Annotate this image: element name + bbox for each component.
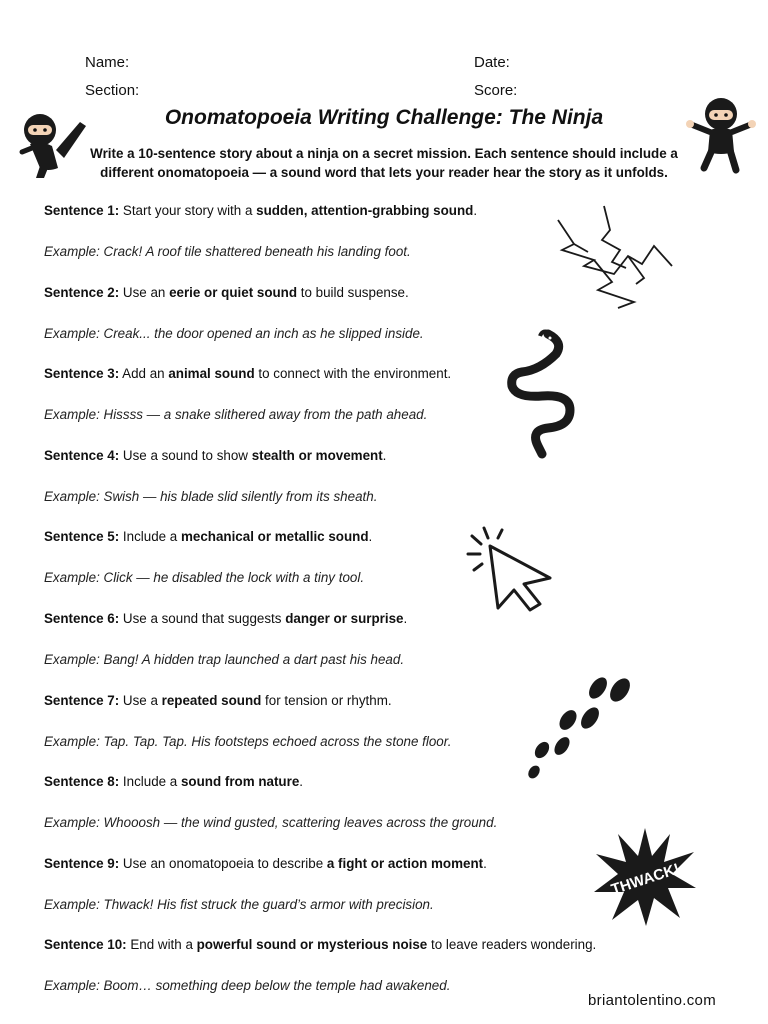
- sentence-text: End with a: [130, 937, 197, 953]
- sentence-text: .: [299, 774, 304, 790]
- sentence-text: Add an: [122, 366, 169, 382]
- sentence-text: to connect with the environment.: [254, 366, 452, 382]
- thwack-burst-text: THWACK!: [609, 860, 682, 899]
- sentence-emphasis: sudden, attention-grabbing sound: [256, 203, 474, 218]
- sentence-label: Sentence 2:: [44, 284, 120, 300]
- instructions-text: Write a 10-sentence story about a ninja on a secret mission. Each sentence should include a different onomatopoeia — a sound word that lets your reader hear the story as it unfolds.: [90, 146, 678, 180]
- sentence-emphasis: animal sound: [168, 366, 255, 382]
- sentence-text: Include a: [122, 529, 181, 545]
- sentence-label: Sentence 6:: [44, 611, 120, 626]
- sentence-text: Use an onomatopoeia to describe: [122, 855, 327, 871]
- sentence-example: Example: Bang! A hidden trap launched a dart past his head.: [44, 652, 405, 667]
- sentence-text: to build suspense.: [297, 284, 409, 300]
- crack-icon: [554, 204, 678, 310]
- sentence-text: .: [473, 203, 478, 218]
- footsteps-icon: [522, 674, 638, 780]
- sentence-example: Example: Boom… something deep below the temple had awakened.: [44, 978, 451, 994]
- sentence-emphasis: danger or surprise: [285, 611, 404, 626]
- sentence-example: Example: Creak... the door opened an inch as he slipped inside.: [44, 325, 424, 341]
- sentence-label: Sentence 7:: [44, 692, 120, 708]
- sentence-label: Sentence 4:: [44, 447, 120, 463]
- sentence-label: Sentence 1:: [44, 203, 120, 218]
- sentence-text: Include a: [122, 774, 181, 790]
- sentence-prompt: [44, 285, 409, 300]
- name-label: Name:: [85, 54, 130, 71]
- sentence-prompt: [44, 203, 477, 218]
- sentence-example: Example: Whooosh — the wind gusted, scattering leaves across the ground.: [44, 815, 498, 831]
- sentence-prompt: [44, 529, 372, 544]
- sentence-example: Example: Thwack! His fist struck the guard’s armor with precision.: [44, 896, 434, 912]
- sentence-label: Sentence 5:: [44, 529, 120, 545]
- sentence-text: .: [483, 855, 487, 871]
- sentence-prompt: [44, 937, 596, 952]
- sentence-emphasis: sound from nature: [180, 774, 300, 790]
- sentence-example: Example: Crack! A roof tile shattered beneath his landing foot.: [44, 244, 411, 259]
- sentence-prompt: [44, 448, 386, 463]
- sentence-text: for tension or rhythm.: [261, 692, 392, 708]
- sentence-text: Use an: [122, 284, 170, 300]
- sentence-text: to leave readers wondering.: [427, 937, 597, 953]
- sentence-prompt: [44, 774, 303, 789]
- sentence-emphasis: mechanical or metallic sound: [180, 529, 369, 545]
- sentence-text: .: [403, 611, 408, 626]
- sentence-prompt: [44, 856, 487, 871]
- sentence-example: Example: Tap. Tap. Tap. His footsteps echoed across the stone floor.: [44, 733, 452, 749]
- sentence-text: Use a sound to show: [122, 447, 252, 463]
- snake-icon: [504, 328, 584, 460]
- sentence-emphasis: a fight or action moment: [326, 855, 484, 871]
- section-label: Section:: [85, 82, 140, 99]
- sentence-example: Example: Swish — his blade slid silently from its sheath.: [44, 488, 378, 504]
- sentence-example: Example: Hissss — a snake slithered away from the path ahead.: [44, 407, 428, 423]
- thwack-burst-icon: [592, 826, 698, 928]
- sentence-label: Sentence 3:: [44, 366, 120, 382]
- sentence-prompt: [44, 693, 392, 708]
- sentence-text: Start your story with a: [122, 203, 257, 218]
- sentence-example: Example: Click — he disabled the lock with a tiny tool.: [44, 570, 365, 586]
- sentence-prompt: [44, 366, 451, 381]
- sentence-label: Sentence 9:: [44, 855, 120, 871]
- sentence-text: Use a sound that suggests: [122, 611, 286, 626]
- sentence-emphasis: eerie or quiet sound: [169, 284, 298, 300]
- sentence-text: Use a: [122, 692, 162, 708]
- date-label: Date:: [474, 54, 510, 71]
- sentence-text: .: [382, 447, 387, 463]
- sentence-prompt: [44, 611, 407, 626]
- sentence-emphasis: powerful sound or mysterious noise: [196, 937, 428, 953]
- sentence-emphasis: repeated sound: [161, 692, 262, 708]
- sentence-text: .: [368, 529, 373, 545]
- page-title: Onomatopoeia Writing Challenge: The Ninja: [164, 106, 604, 129]
- footer-site: briantolentino.com: [588, 992, 716, 1009]
- cursor-click-icon: [464, 524, 556, 614]
- score-label: Score:: [474, 82, 518, 99]
- sentence-label: Sentence 8:: [44, 774, 120, 790]
- sentence-emphasis: stealth or movement: [251, 447, 383, 463]
- sentence-label: Sentence 10:: [44, 937, 127, 953]
